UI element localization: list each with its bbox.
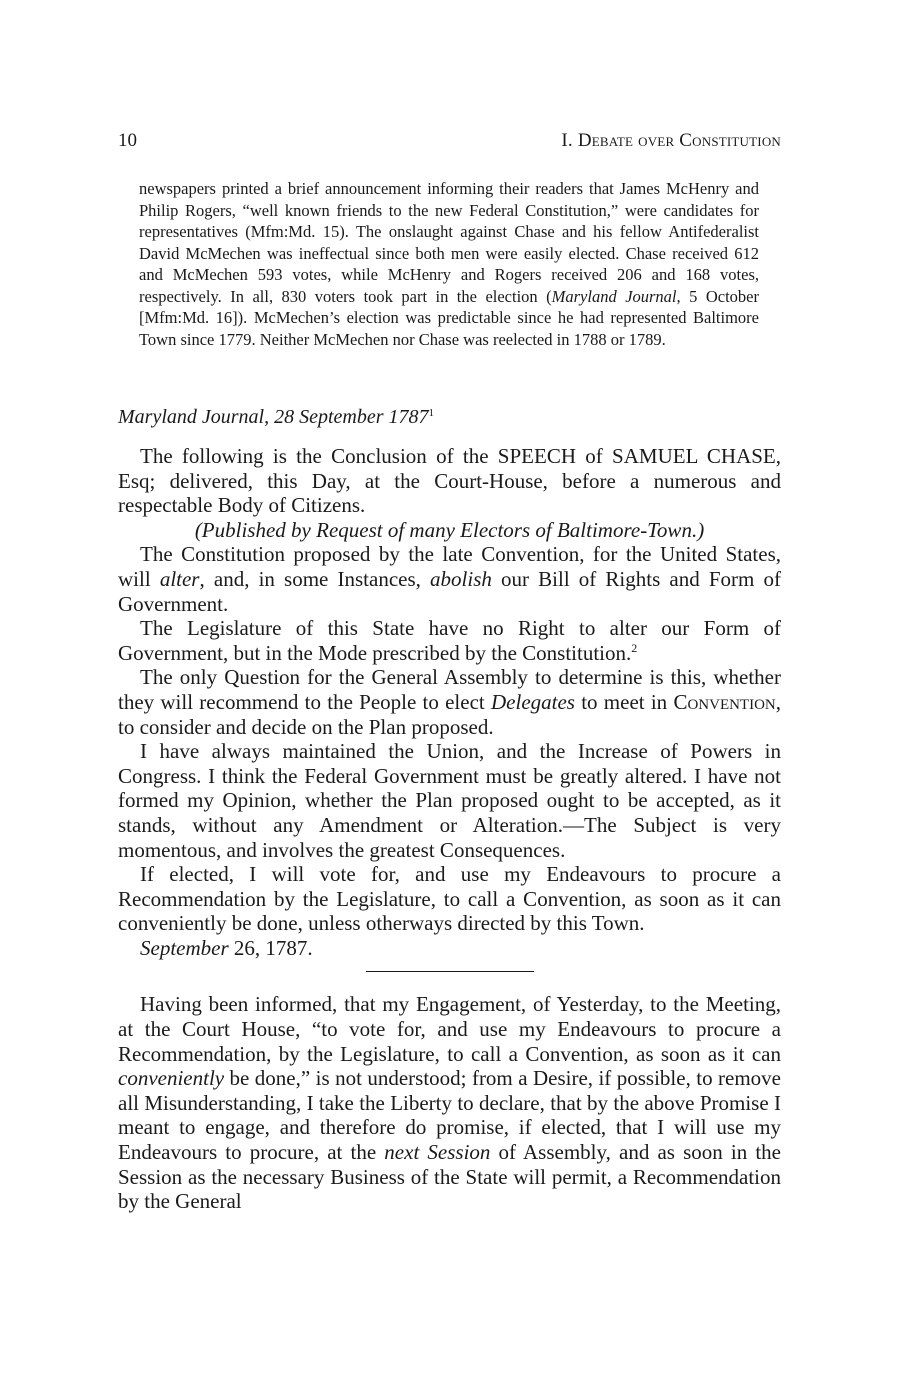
publication-note: (Published by Request of many Electors of Baltimore-Town.) [194,517,705,542]
paragraph-4: I have always maintained the Union, and the Increase of Powers in Congress. I think the Federal Government must be greatly altered. I have not formed my Opinion, whether the Plan proposed ought to be accepted, as it stands, without any Amendment or Alteration.—The Subject is very momentous, and involves the greatest Consequences. [118,739,781,862]
page-number: 10 [118,130,137,151]
section-title: I. Debate over Constitution [561,130,781,151]
footnote-ref-1: 1 [428,407,435,419]
paragraph-2: The Legislature of this State have no Right to alter our Form of Government, but in the Mode prescribed by the Constitution.$^2$ [118,616,781,665]
paragraph-5: If elected, I will vote for, and use my Endeavours to procure a Recommendation by the Legislature, to call a Convention, as soon as it can conveniently be done, unless otherways directed by this Town. [118,862,781,936]
paragraph-1: The Constitution proposed by the late Convention, for the United States, will alter, and, in some Instances, abolish our Bill of Rights and Form of Government. [118,542,781,616]
dateline: September 26, 1787. [140,935,313,960]
paragraph-6: Having been informed, that my Engagement, of Yesterday, to the Meeting, at the Court House, “to vote for, and use my Endeavours to procure a Recommendation, by the Legislature, to call a Convention, as soon as it can conveniently be done,” is not understood; from a Desire, if possible, to remove all Misunderstanding, I take the Liberty to declare, that by the above Promise I meant to engage, and therefore do promise, if elected, that I will use my Endeavours to procure, at the next Session of Assembly, and as soon in the Session as the necessary Business of the State will permit, a Recommendation by the General [118,992,781,1214]
editorial-note [139,178,759,350]
document-body [118,444,781,1214]
footnote-ref-2: 2 [631,640,638,655]
intro-paragraph: The following is the Conclusion of the SPEECH of SAMUEL CHASE, Esq; delivered, this Day, at the Court-House, before a numerous and respectable Body of Citizens. [118,444,781,518]
editorial-note-text: newspapers printed a brief announcement informing their readers that James McHenry and Philip Rogers, “well known friends to the new Federal Constitution,” were candidates for representatives (Mfm:Md. 15). The onslaught against Chase and his fellow Antifederalist David McMechen was ineffectual since both men were easily elected. Chase received 612 and McMechen 593 votes, while McHenry and Rogers received 206 and 168 votes, respectively. In all, 830 voters took part in the election (Maryland Journal, 5 October [Mfm:Md. 16]). McMechen’s election was predictable since he had represented Baltimore Town since 1779. Neither McMechen nor Chase was reelected in 1788 or 1789. [139,179,759,349]
paragraph-3: The only Question for the General Assembly to determine is this, whether they will recommend to the People to elect Delegates to meet in Convention, to consider and decide on the Plan proposed. [118,665,782,739]
section-divider [366,971,534,972]
document-heading: Maryland Journal, 28 September 1787$^1$ [118,406,435,428]
running-head [118,130,781,156]
